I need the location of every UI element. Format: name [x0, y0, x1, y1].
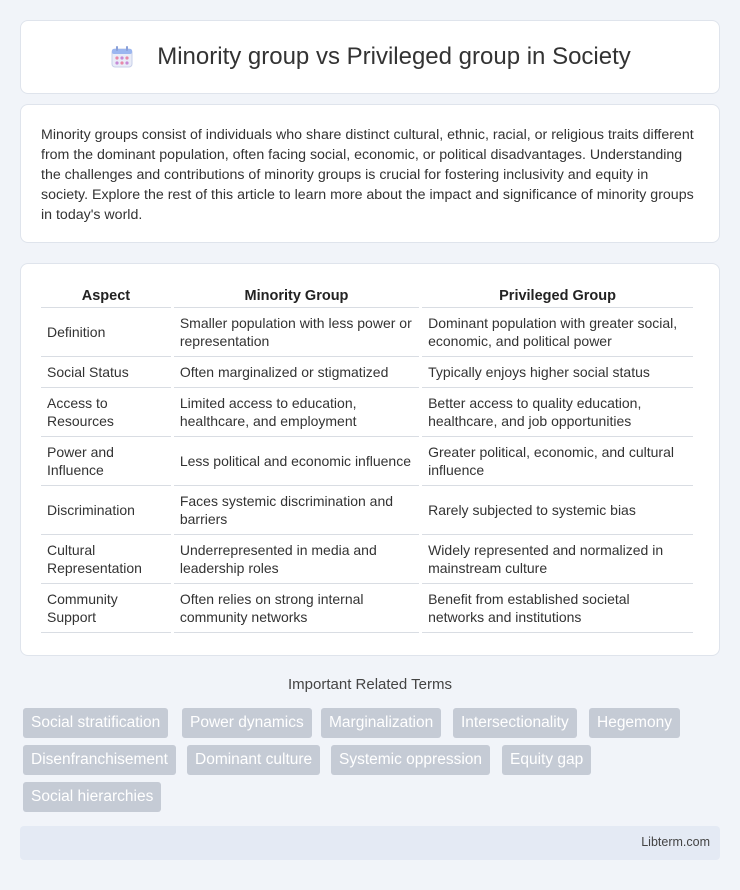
- table-cell: Social Status: [41, 357, 171, 388]
- table-cell: Cultural Representation: [41, 535, 171, 584]
- tag-power-dynamics[interactable]: Power dynamics: [182, 708, 312, 738]
- table-cell: Definition: [41, 308, 171, 357]
- footer: [20, 826, 720, 860]
- table-cell: Greater political, economic, and cultural influence: [422, 437, 693, 486]
- table-row: [41, 308, 693, 357]
- tag-social-stratification[interactable]: Social stratification: [23, 708, 168, 738]
- table-cell: Better access to quality education, healthcare, and job opportunities: [422, 388, 693, 437]
- tag-dominant-culture[interactable]: Dominant culture: [187, 745, 320, 775]
- table-cell: Underrepresented in media and leadership roles: [174, 535, 419, 584]
- tag-disenfranchisement[interactable]: Disenfranchisement: [23, 745, 176, 775]
- intro-card: [20, 104, 720, 243]
- comparison-table-card: [20, 263, 720, 656]
- table-cell: Typically enjoys higher social status: [422, 357, 693, 388]
- table-cell: Limited access to education, healthcare, and employment: [174, 388, 419, 437]
- intro-text: Minority groups consist of individuals who share distinct cultural, ethnic, racial, or religious traits different from the dominant population, often facing social, economic, or political disadvantages. Understanding the challenges and contributions of minority groups is crucial for fostering inclusivity and equity in society. Explore the rest of this article to learn more about the impact and significance of minority groups in today's world.: [41, 127, 694, 223]
- header-card: [20, 20, 720, 94]
- table-cell: Benefit from established societal networks and institutions: [422, 584, 693, 633]
- footer-site-link[interactable]: Libterm.com: [641, 835, 710, 849]
- tag-marginalization[interactable]: Marginalization: [321, 708, 441, 738]
- table-cell: Power and Influence: [41, 437, 171, 486]
- table-cell: Discrimination: [41, 486, 171, 535]
- tag-social-hierarchies[interactable]: Social hierarchies: [23, 782, 161, 812]
- table-cell: Smaller population with less power or representation: [174, 308, 419, 357]
- table-cell: Widely represented and normalized in mainstream culture: [422, 535, 693, 584]
- related-terms-title: Important Related Terms: [288, 676, 452, 693]
- table-cell: Access to Resources: [41, 388, 171, 437]
- column-header-aspect: Aspect: [41, 284, 171, 308]
- table-row: [41, 535, 693, 584]
- table-row: [41, 584, 693, 633]
- table-cell: Dominant population with greater social, economic, and political power: [422, 308, 693, 357]
- table-cell: Rarely subjected to systemic bias: [422, 486, 693, 535]
- tag-intersectionality[interactable]: Intersectionality: [453, 708, 577, 738]
- table-row: [41, 357, 693, 388]
- table-cell: Faces systemic discrimination and barriers: [174, 486, 419, 535]
- table-row: [41, 388, 693, 437]
- table-cell: Community Support: [41, 584, 171, 633]
- column-header-minority: Minority Group: [174, 284, 419, 308]
- table-cell: Often relies on strong internal community networks: [174, 584, 419, 633]
- tag-hegemony[interactable]: Hegemony: [589, 708, 680, 738]
- table-cell: Less political and economic influence: [174, 437, 419, 486]
- column-header-privileged: Privileged Group: [422, 284, 693, 308]
- tag-equity-gap[interactable]: Equity gap: [502, 745, 591, 775]
- page-title: Minority group vs Privileged group in Society: [157, 43, 631, 70]
- comparison-table: [38, 284, 696, 633]
- tag-systemic-oppression[interactable]: Systemic oppression: [331, 745, 490, 775]
- table-row: [41, 486, 693, 535]
- table-cell: Often marginalized or stigmatized: [174, 357, 419, 388]
- table-row: [41, 437, 693, 486]
- calendar-icon: [109, 44, 135, 70]
